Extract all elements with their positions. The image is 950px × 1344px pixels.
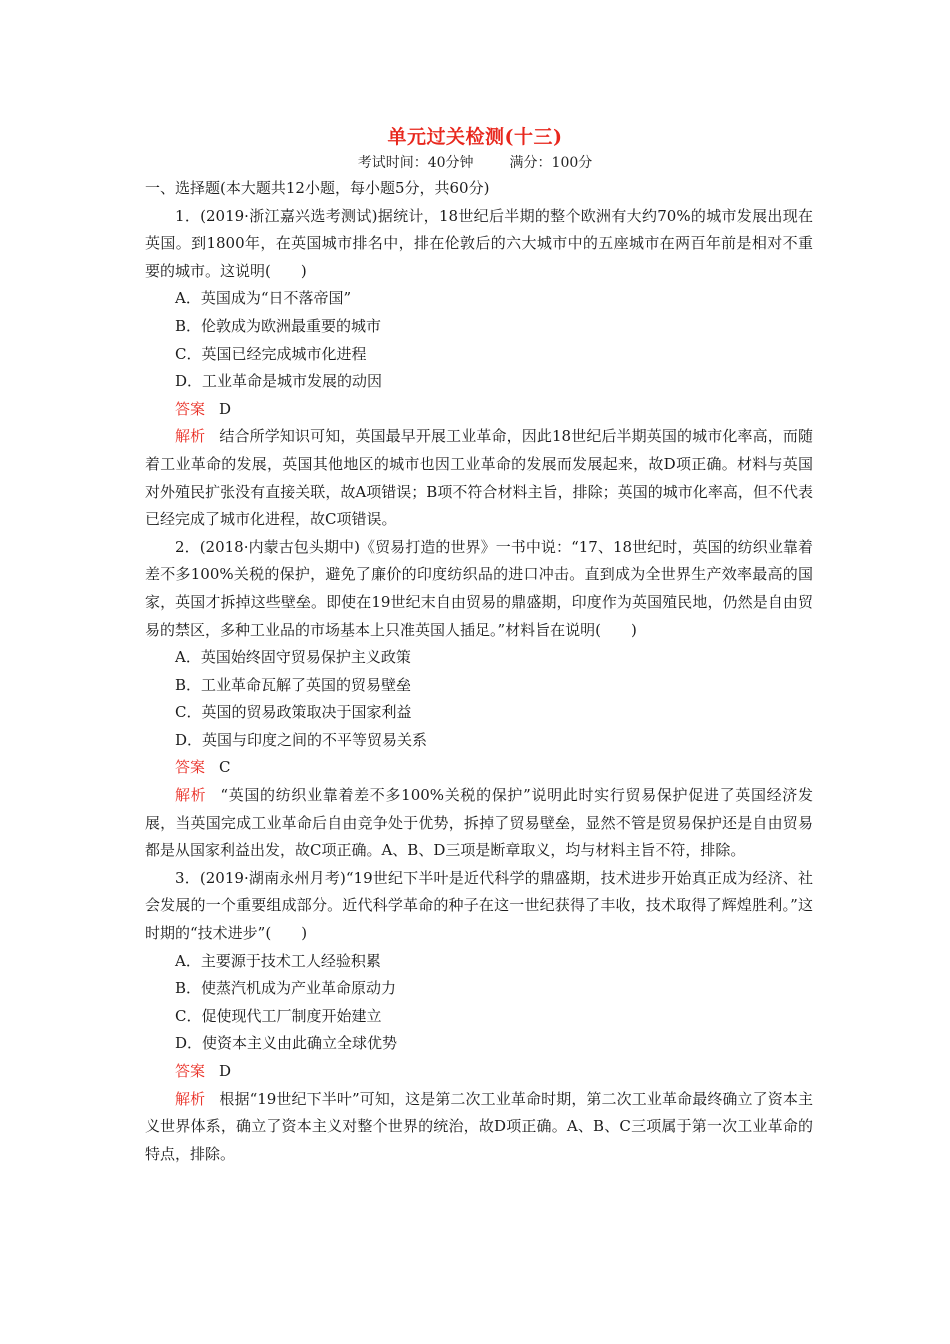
option-c: C．促使现代工厂制度开始建立 [175,1006,382,1025]
answer-value: C [219,758,231,777]
document-body [145,175,813,1168]
explanation-text: 根据“19世纪下半叶”可知，这是第二次工业革命时期，第二次工业革命最终确立了资本主义世界体系，确立了资本主义对整个世界的统治，故D项正确。A、B、C三项属于第一次工业革命的特点，排除。 [145,1089,813,1163]
answer-label: 答案 [175,399,206,418]
exam-score: 满分：100分 [509,155,593,171]
option-b: B．工业革命瓦解了英国的贸易壁垒 [175,675,412,694]
explanation-text: “英国的纺织业靠着差不多100%关税的保护”说明此时实行贸易保护促进了英国经济发展，当英国完成工业革命后自由竞争处于优势，拆掉了贸易壁垒，显然不管是贸易保护还是自由贸易都是从国家利益出发，故C项正确。A、B、D三项是断章取义，均与材料主旨不符，排除。 [145,786,813,860]
answer-line [145,754,813,782]
explanation-label: 解析 [175,427,206,446]
page-title: 单元过关检测(十三) [387,126,563,148]
option-d: D．使资本主义由此确立全球优势 [175,1034,398,1053]
question-stem: 3．(2019·湖南永州月考)“19世纪下半叶是近代科学的鼎盛期，技术进步开始真正成为经济、社会发展的一个重要组成部分。近代科学革命的种子在这一世纪获得了丰收，技术取得了辉煌胜利。”这时期的“技术进步”( ) [145,868,813,943]
option-a: A．主要源于技术工人经验积累 [175,951,381,970]
section-heading: 一、选择题(本大题共12小题，每小题5分，共60分) [145,179,490,197]
answer-value: D [219,399,232,418]
answer-line [145,396,813,424]
question-stem: 1．(2019·浙江嘉兴选考测试)据统计，18世纪后半期的整个欧洲有大约70%的城市发展出现在英国。到1800年，在英国城市排名中，排在伦敦后的六大城市中的五座城市在两百年前是相对不重要的城市。这说明( ) [145,206,813,280]
option-a: A．英国成为“日不落帝国” [175,289,352,308]
explanation [145,423,813,533]
option-b: B．伦敦成为欧洲最重要的城市 [175,316,382,335]
question-stem: 2．(2018·内蒙古包头期中)《贸易打造的世界》一书中说：“17、18世纪时，英国的纺织业靠着差不多100%关税的保护，避免了廉价的印度纺织品的进口冲击。直到成为全世界生产效率最高的国家，英国才拆掉这些壁垒。即使在19世纪末自由贸易的鼎盛期，印度作为英国殖民地，仍然是自由贸易的禁区，多种工业品的市场基本上只准英国人插足。”材料旨在说明( ) [145,537,813,639]
explanation-text: 结合所学知识可知，英国最早开展工业革命，因此18世纪后半期英国的城市化率高，而随着工业革命的发展，英国其他地区的城市也因工业革命的发展而发展起来，故D项正确。材料与英国对外殖民扩张没有直接关联，故A项错误；B项不符合材料主旨，排除；英国的城市化率高，但不代表已经完成了城市化进程，故C项错误。 [145,427,813,529]
explanation [145,782,813,865]
answer-line [145,1058,813,1086]
question-1 [145,203,813,534]
option-b: B．使蒸汽机成为产业革命原动力 [175,979,397,998]
option-a: A．英国始终固守贸易保护主义政策 [175,648,411,667]
explanation [145,1086,813,1169]
option-d: D．工业革命是城市发展的动因 [175,372,383,391]
explanation-label: 解析 [175,786,207,805]
question-2 [145,534,813,865]
answer-label: 答案 [175,1062,206,1080]
answer-value: D [219,1062,232,1080]
explanation-label: 解析 [175,1089,206,1108]
question-3 [145,865,813,1169]
option-d: D．英国与印度之间的不平等贸易关系 [175,730,428,749]
option-c: C．英国的贸易政策取决于国家利益 [175,703,412,722]
exam-meta [0,152,950,172]
option-c: C．英国已经完成城市化进程 [175,344,367,363]
answer-label: 答案 [175,758,206,777]
exam-time: 考试时间：40分钟 [357,155,474,171]
